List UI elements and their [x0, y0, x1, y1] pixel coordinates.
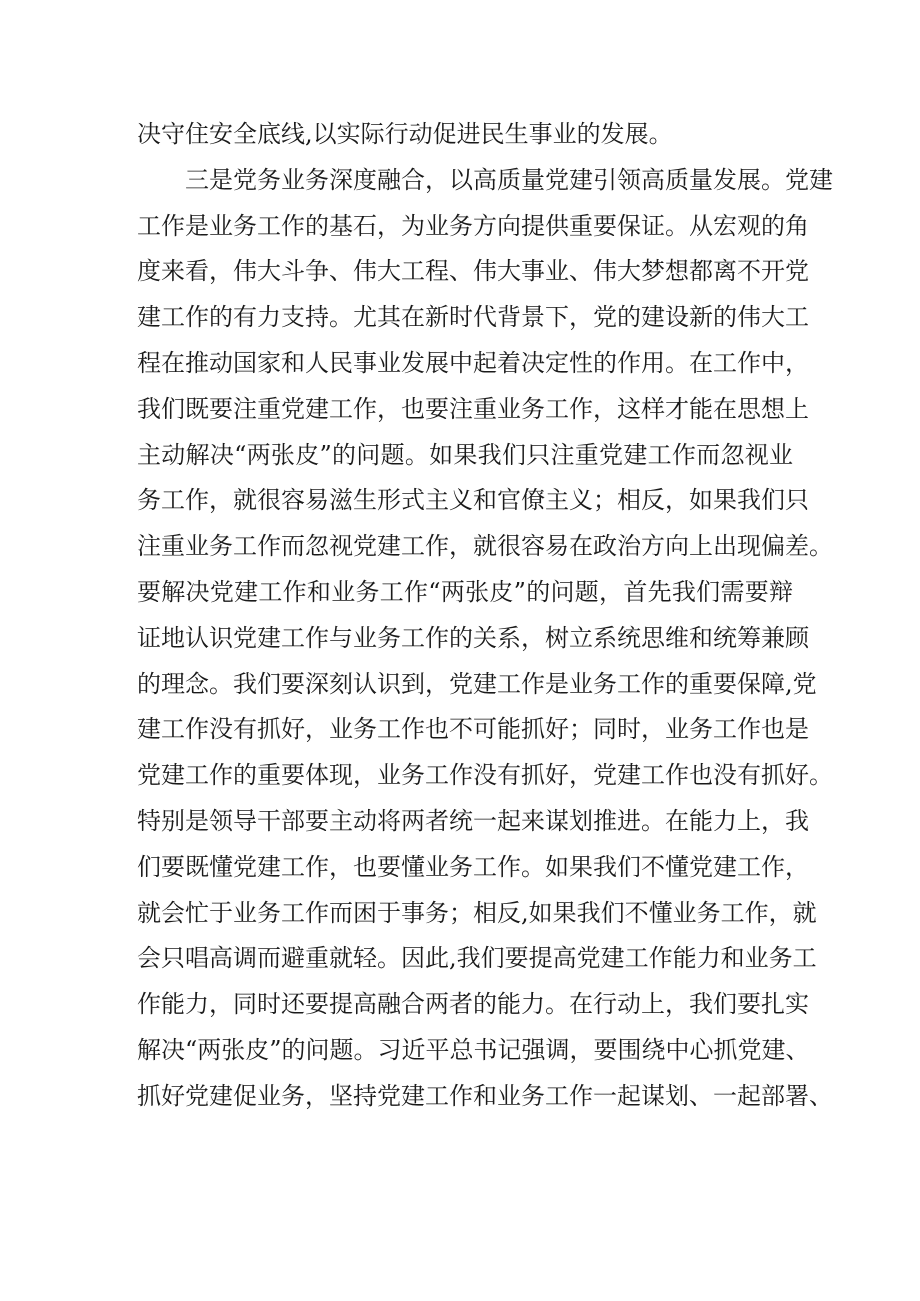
text-line: 证地认识党建工作与业务工作的关系，树立系统思维和统筹兼顾 [137, 623, 809, 652]
text-line: 注重业务工作而忽视党建工作，就很容易在政治方向上出现偏差。 [137, 532, 833, 561]
text-line: 就会忙于业务工作而困于事务；相反,如果我们不懂业务工作，就 [137, 898, 817, 927]
text-line: 程在推动国家和人民事业发展中起着决定性的作用。在工作中， [137, 348, 809, 377]
text-line: 建工作的有力支持。尤其在新时代背景下，党的建设新的伟大工 [137, 303, 809, 332]
text-line: 我们既要注重党建工作，也要注重业务工作，这样才能在思想上 [137, 394, 809, 423]
text-line: 要解决党建工作和业务工作“两张皮”的问题，首先我们需要辩 [137, 577, 793, 606]
text-line: 工作是业务工作的基石，为业务方向提供重要保证。从宏观的角 [137, 211, 809, 240]
text-line: 主动解决“两张皮”的问题。如果我们只注重党建工作而忽视业 [137, 440, 793, 469]
text-line: 决守住安全底线,以实际行动促进民生事业的发展。 [137, 120, 673, 148]
text-line: 特别是领导干部要主动将两者统一起来谋划推进。在能力上，我 [137, 806, 809, 835]
text-line: 作能力，同时还要提高融合两者的能力。在行动上，我们要扎实 [137, 990, 809, 1019]
text-line: 的理念。我们要深刻认识到，党建工作是业务工作的重要保障,党 [137, 669, 817, 698]
text-line: 解决“两张皮”的问题。习近平总书记强调，要围绕中心抓党建、 [137, 1035, 810, 1064]
text-line: 三是党务业务深度融合，以高质量党建引领高质量发展。党建 [185, 165, 833, 194]
paragraph-1 [137, 112, 793, 158]
text-line: 抓好党建促业务，坚持党建工作和业务工作一起谋划、一起部署、 [137, 1081, 833, 1110]
document-body [137, 112, 833, 1120]
text-line: 务工作，就很容易滋生形式主义和官僚主义；相反，如果我们只 [137, 486, 809, 515]
text-line: 会只唱高调而避重就轻。因此,我们要提高党建工作能力和业务工 [137, 944, 817, 973]
text-line: 党建工作的重要体现，业务工作没有抓好，党建工作也没有抓好。 [137, 761, 833, 790]
text-line: 们要既懂党建工作，也要懂业务工作。如果我们不懂党建工作， [137, 852, 809, 881]
text-line: 建工作没有抓好，业务工作也不可能抓好；同时，业务工作也是 [137, 715, 809, 744]
text-line: 度来看，伟大斗争、伟大工程、伟大事业、伟大梦想都离不开党 [137, 257, 809, 286]
paragraph-2 [137, 158, 833, 1120]
